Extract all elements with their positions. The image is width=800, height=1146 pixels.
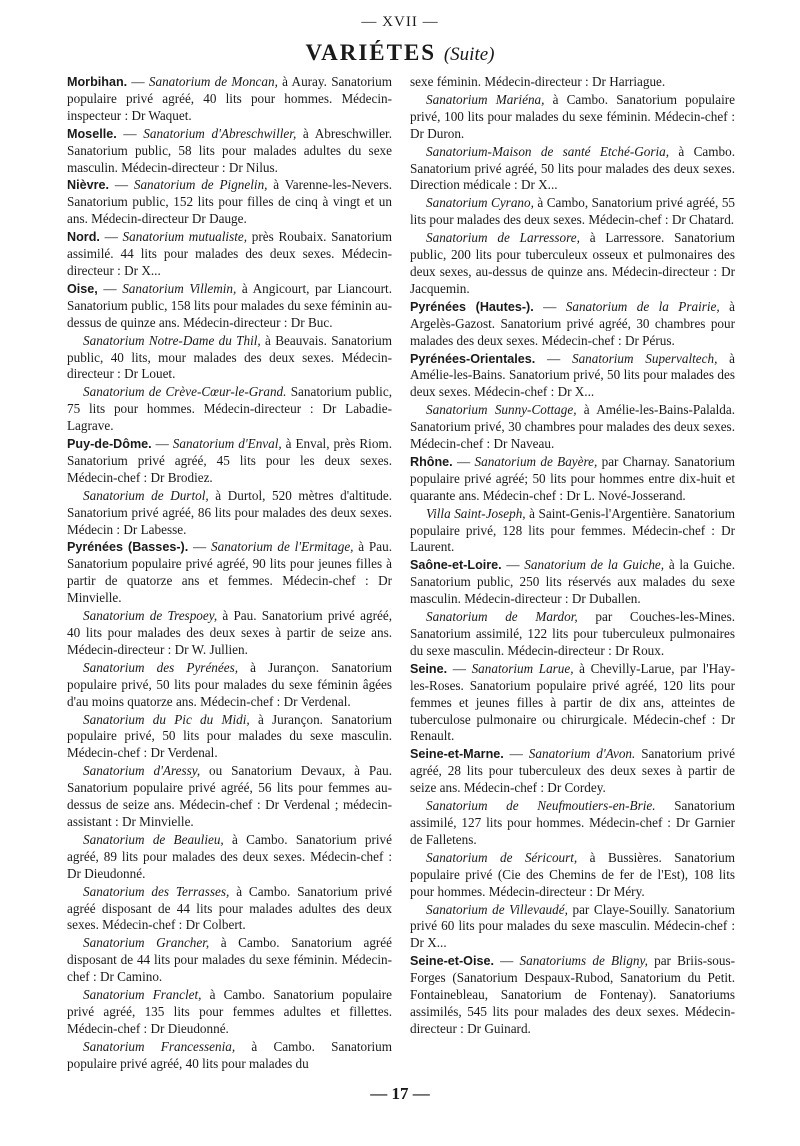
- entry-description: à Enval, près Riom. Sanatorium privé agréé, 45 lits pour les deux sexes. Médecin-chef : Dr Brodiez.: [67, 436, 392, 485]
- sanatorium-entry: [410, 195, 735, 229]
- sanatorium-name: Sanatoriums de Bligny,: [519, 953, 648, 969]
- entry-description: près Roubaix. Sanatorium assimilé. 44 lits pour malades des deux sexes. Médecin-directeur : Dr X...: [67, 229, 392, 278]
- right-column: [410, 74, 735, 1039]
- sanatorium-entry: [67, 384, 392, 435]
- entry-description: à Bussières. Sanatorium populaire privé (Cie des Chemins de fer de l'Est), 108 lits pour hommes. Médecin-directeur : Dr Méry.: [410, 849, 736, 899]
- entry-description: à Amélie-les-Bains-Palalda. Sanatorium privé, 30 chambres pour malades des deux sexes. Médecin-chef : Dr Naveau.: [410, 402, 735, 452]
- sanatorium-name: Sanatorium mutualiste,: [122, 229, 248, 245]
- department-name: Seine-et-Oise.: [410, 954, 494, 969]
- entry-description: à Argelès-Gazost. Sanatorium privé agréé, 30 chambres pour malades des deux sexes. Médecin-chef : Dr Pérus.: [410, 298, 735, 348]
- entry-description: Sanatorium assimilé, 127 lits pour hommes. Médecin-chef : Dr Garnier de Falletens.: [410, 798, 735, 847]
- entry-description: sexe féminin. Médecin-directeur : Dr Harriague.: [410, 74, 666, 89]
- sanatorium-entry: [410, 230, 735, 298]
- entry-description: à Cambo. Sanatorium privé agréé, 50 lits pour malades des deux sexes. Direction médicale : Dr X...: [410, 143, 736, 193]
- sanatorium-name: Sanatorium Supervaltech,: [571, 350, 718, 366]
- sanatorium-entry: [67, 987, 392, 1038]
- sanatorium-name: Sanatorium Notre-Dame du Thil,: [83, 332, 261, 348]
- sanatorium-entry: Seine-et-Marne. — Sanatorium d'Avon. Sanatorium privé agréé, 28 lits pour tuberculeux des deux sexes à partir de seize ans. Médecin-chef : Dr Cordey.: [410, 746, 736, 796]
- entry-description: à Cambo. Sanatorium privé agréé, 89 lits pour malades des deux sexes. Médecin-chef : Dr Dieudonné.: [67, 831, 392, 881]
- sanatorium-name: Sanatorium de Séricourt,: [426, 849, 578, 865]
- department-name: Seine.: [410, 661, 448, 676]
- entry-description: à Cambo. Sanatorium populaire privé, 100 lits pour malades du sexe féminin. Médecin-chef : Dr Duron.: [410, 91, 735, 141]
- entry-description: à Auray. Sanatorium populaire privé agréé, 40 lits pour hommes. Médecin-inspecteur : Dr Waquet.: [67, 74, 392, 123]
- sanatorium-entry: Pyrénées (Basses-). — Sanatorium de l'Ermitage, à Pau. Sanatorium populaire privé agréé, 90 lits pour jeunes filles à partir de quatorze ans et femmes. Médecin-chef : Dr Minvielle.: [67, 539, 392, 606]
- sanatorium-entry: [67, 763, 392, 831]
- sanatorium-entry: Oise, — Sanatorium Villemin, à Angicourt, par Liancourt. Sanatorium public, 158 lits pour malades du sexe féminin au-dessus de quinze ans. Médecin-directeur : Dr Buc.: [67, 280, 392, 330]
- sanatorium-name: Sanatorium d'Abreschwiller,: [143, 125, 297, 141]
- sanatorium-entry: [410, 74, 735, 91]
- entry-description: Sanatorium privé agréé, 28 lits pour tuberculeux des deux sexes à partir de seize ans. Médecin-chef : Dr Cordey.: [410, 746, 736, 796]
- sanatorium-name: Villa Saint-Joseph,: [426, 505, 526, 521]
- sanatorium-entry: [67, 884, 392, 935]
- sanatorium-entry: [67, 712, 392, 763]
- sanatorium-name: Sanatorium Cyrano,: [426, 195, 534, 211]
- sanatorium-entry: [67, 1039, 392, 1073]
- entry-description: à Cambo. Sanatorium populaire privé agréé, 135 lits pour femmes adultes et fillettes. Médecin-chef : Dr Dieudonné.: [67, 987, 392, 1036]
- department-name: Pyrénées (Hautes-).: [410, 299, 534, 314]
- entry-description: à Jurançon. Sanatorium populaire privé, 50 lits pour malades du sexe masculin. Médecin-chef : Dr Verdenal.: [67, 711, 393, 761]
- sanatorium-entry: Nièvre. — Sanatorium de Pignelin, à Varenne-les-Nevers. Sanatorium public, 152 lits pour filles de cinq à vingt et un ans. Médecin-directeur Dr Dauge.: [67, 177, 392, 227]
- entry-description: à Pau. Sanatorium populaire privé agréé, 90 lits pour jeunes filles à partir de quatorze ans et femmes. Médecin-chef : Dr Minvielle.: [67, 539, 392, 606]
- entry-description: à la Guiche. Sanatorium public, 250 lits réservés aux malades du sexe masculin. Médecin-directeur : Dr Duballen.: [410, 557, 735, 607]
- sanatorium-name: Sanatorium Franclet,: [83, 987, 202, 1003]
- department-name: Pyrénées (Basses-).: [67, 540, 189, 555]
- sanatorium-entry: [410, 92, 735, 143]
- entry-description: à Saint-Genis-l'Argentière. Sanatorium populaire privé, 128 lits pour femmes. Médecin-chef : Dr Laurent.: [410, 505, 735, 555]
- sanatorium-entry: Moselle. — Sanatorium d'Abreschwiller, à Abreschwiller. Sanatorium public, 58 lits pour malades adultes du sexe masculin. Médecin-directeur : Dr Nilus.: [67, 125, 393, 175]
- entry-description: à Cambo, Sanatorium privé agréé, 55 lits pour malades des deux sexes. Médecin-chef : Dr Chatard.: [410, 195, 736, 228]
- entry-description: à Jurançon. Sanatorium populaire privé, 50 lits pour malades du sexe féminin âgées d'au moins quatorze ans. Médecin-chef : Dr Verdenal.: [67, 659, 392, 709]
- entry-description: par Charnay. Sanatorium populaire privé agréé; 50 lits pour hommes entre dix-huit et quarante ans. Médecin-chef : Dr L. Nové-Josserand.: [410, 453, 735, 503]
- sanatorium-entry: Seine-et-Oise. — Sanatoriums de Bligny, par Briis-sous-Forges (Sanatorium Despaux-Rubod, Sanatorium du Petit. Fontainebleau, Sanatorium de Fontenay). Sanatoriums assimilés, 545 lits pour malades des deux sexes. Médecin-directeur : Dr Guinard.: [410, 953, 735, 1036]
- sanatorium-entry: [410, 850, 735, 901]
- sanatorium-entry: Seine. — Sanatorium Larue, à Chevilly-Larue, par l'Hay-les-Roses. Sanatorium populaire privé agréé, 120 lits pour femmes et jeunes filles à partir de dix ans, atteintes de tuberculose pulmonaire ou chirurgicale. Médecin-chef : Dr Renault.: [410, 660, 736, 744]
- sanatorium-name: Sanatorium Villemin,: [122, 280, 237, 296]
- sanatorium-entry: [67, 660, 392, 711]
- sanatorium-name: Sanatorium d'Avon.: [528, 746, 636, 762]
- page-header-roman-numeral: — XVII —: [361, 14, 439, 30]
- entry-description: à Cambo. Sanatorium agréé disposant de 44 lits pour malades du sexe féminin. Médecin-chef : Dr Camino.: [67, 935, 393, 985]
- sanatorium-name: Sanatorium des Pyrénées,: [83, 659, 239, 675]
- sanatorium-entry: Pyrénées (Hautes-). — Sanatorium de la Prairie, à Argelès-Gazost. Sanatorium privé agréé, 30 chambres pour malades des deux sexes. Médecin-chef : Dr Pérus.: [410, 298, 735, 348]
- entry-description: à Angicourt, par Liancourt. Sanatorium public, 158 lits pour malades du sexe féminin au-dessus de quinze ans. Médecin-directeur : Dr Buc.: [67, 280, 392, 330]
- sanatorium-name: Sanatorium Larue,: [471, 660, 574, 676]
- sanatorium-entry: Rhône. — Sanatorium de Bayère, par Charnay. Sanatorium populaire privé agréé; 50 lits pour hommes entre dix-huit et quarante ans. Médecin-chef : Dr L. Nové-Josserand.: [410, 453, 735, 503]
- sanatorium-name: Sanatorium d'Enval,: [172, 436, 282, 452]
- sanatorium-entry: Pyrénées-Orientales. — Sanatorium Supervaltech, à Amélie-les-Bains. Sanatorium privé, 50 lits pour malades des deux sexes. Médecin-chef : Dr X...: [410, 350, 736, 400]
- sanatorium-name: Sanatorium de Durtol,: [83, 487, 209, 503]
- entry-description: à Varenne-les-Nevers. Sanatorium public, 152 lits pour filles de cinq à vingt et un ans. Médecin-directeur Dr Dauge.: [67, 177, 392, 227]
- sanatorium-entry: [67, 935, 392, 986]
- sanatorium-entry: Puy-de-Dôme. — Sanatorium d'Enval, à Enval, près Riom. Sanatorium privé agréé, 45 lits pour les deux sexes. Médecin-chef : Dr Brodiez.: [67, 436, 392, 485]
- sanatorium-entry: [410, 902, 735, 953]
- sanatorium-entry: [67, 488, 392, 539]
- department-name: Seine-et-Marne.: [410, 747, 504, 762]
- sanatorium-name: Sanatorium de la Guiche,: [524, 557, 665, 573]
- entry-description: à Abreschwiller. Sanatorium public, 58 lits pour malades adultes du sexe masculin. Médecin-directeur : Dr Nilus.: [67, 125, 393, 175]
- sanatorium-name: Sanatorium de la Prairie,: [565, 298, 720, 314]
- department-name: Pyrénées-Orientales.: [410, 351, 536, 366]
- entry-description: à Chevilly-Larue, par l'Hay-les-Roses. Sanatorium populaire privé agréé, 120 lits pour femmes et jeunes filles à partir de dix ans, atteintes de tuberculose pulmonaire ou chirurgicale. Médecin-chef : Dr Renault.: [410, 660, 736, 744]
- sanatorium-name: Sanatorium des Terrasses,: [83, 883, 230, 899]
- sanatorium-name: Sanatorium d'Aressy,: [83, 763, 201, 779]
- sanatorium-name: Sanatorium de Pignelin,: [133, 177, 268, 193]
- entry-description: à Cambo. Sanatorium populaire privé agréé, 40 lits pour malades du: [67, 1038, 392, 1071]
- sanatorium-entry: Nord. — Sanatorium mutualiste, près Roubaix. Sanatorium assimilé. 44 lits pour malades des deux sexes. Médecin-directeur : Dr X...: [67, 229, 392, 278]
- entry-description: à Pau. Sanatorium privé agréé, 40 lits pour malades des deux sexes à partir de seize ans. Médecin-directeur : Dr W. Jullien.: [67, 608, 392, 657]
- entry-description: par Briis-sous-Forges (Sanatorium Despaux-Rubod, Sanatorium du Petit. Fontainebleau, Sanatorium de Fontenay). Sanatoriums assimilés, 545 lits pour malades des deux sexes. Médecin-directeur : Dr Guinard.: [410, 953, 735, 1036]
- entry-description: à Durtol, 520 mètres d'altitude. Sanatorium privé agréé, 86 lits pour malades des deux sexes. Médecin : Dr Labesse.: [67, 487, 392, 537]
- sanatorium-name: Sanatorium Mariéna,: [426, 91, 545, 107]
- sanatorium-name: Sanatorium de Bayère,: [474, 453, 598, 469]
- sanatorium-name: Sanatorium de Moncan,: [148, 74, 278, 89]
- sanatorium-entry: [67, 608, 392, 659]
- sanatorium-entry: [410, 144, 735, 195]
- page-number: — 17 —: [370, 1084, 430, 1103]
- page-title-suite: (Suite): [443, 44, 495, 65]
- entry-description: à Amélie-les-Bains. Sanatorium privé, 50 lits pour malades des deux sexes. Médecin-chef : Dr X...: [410, 350, 736, 400]
- department-name: Saône-et-Loire.: [410, 558, 502, 573]
- entry-description: Sanatorium public, 75 lits pour hommes. Médecin-directeur : Dr Labadie-Lagrave.: [67, 384, 392, 434]
- sanatorium-name: Sanatorium de Crève-Cœur-le-Grand.: [83, 384, 287, 400]
- sanatorium-name: Sanatorium Francessenia,: [83, 1038, 236, 1054]
- sanatorium-entry: [410, 609, 735, 660]
- sanatorium-name: Sanatorium de Villevaudé,: [426, 901, 568, 917]
- sanatorium-name: Sanatorium de Mardor,: [426, 609, 578, 625]
- sanatorium-name: Sanatorium Sunny-Cottage,: [426, 402, 577, 418]
- sanatorium-entry: Morbihan. — Sanatorium de Moncan, à Auray. Sanatorium populaire privé agréé, 40 lits pour hommes. Médecin-inspecteur : Dr Waquet.: [67, 74, 392, 123]
- entry-description: ou Sanatorium Devaux, à Pau. Sanatorium populaire privé agréé, 56 lits pour femmes au-dessus de seize ans. Médecin-chef : Dr Verdenal ; médecin-assistant : Dr Minvielle.: [67, 763, 392, 829]
- sanatorium-name: Sanatorium de Larressore,: [426, 230, 580, 246]
- sanatorium-name: Sanatorium-Maison de santé Etché-Goria,: [426, 143, 670, 159]
- sanatorium-entry: [410, 506, 735, 557]
- sanatorium-entry: Saône-et-Loire. — Sanatorium de la Guiche, à la Guiche. Sanatorium public, 250 lits réservés aux malades du sexe masculin. Médecin-directeur : Dr Duballen.: [410, 557, 735, 607]
- page-title-main: VARIÉTES: [305, 40, 437, 65]
- entry-description: à Larressore. Sanatorium public, 200 lits pour tuberculeux osseux et pulmonaires des deux sexes, au-dessus de quinze ans. Médecin-directeur : Dr Jacquemin.: [410, 230, 735, 296]
- sanatorium-entry: [410, 798, 735, 849]
- sanatorium-name: Sanatorium de Trespoey,: [83, 608, 218, 624]
- sanatorium-entry: [67, 832, 392, 883]
- entry-description: par Claye-Souilly. Sanatorium privé 60 lits pour malades du sexe masculin. Médecin-chef : Dr X...: [410, 901, 735, 951]
- left-column: [67, 74, 392, 1074]
- sanatorium-name: Sanatorium de l'Ermitage,: [211, 539, 354, 555]
- sanatorium-name: Sanatorium Grancher,: [83, 935, 210, 951]
- department-name: Nord.: [67, 230, 100, 245]
- department-name: Nièvre.: [67, 178, 110, 193]
- sanatorium-name: Sanatorium de Beaulieu,: [83, 831, 224, 847]
- department-name: Puy-de-Dôme.: [67, 437, 152, 452]
- sanatorium-name: Sanatorium du Pic du Midi,: [83, 711, 250, 727]
- sanatorium-name: Sanatorium de Neufmoutiers-en-Brie.: [426, 798, 656, 814]
- sanatorium-entry: [67, 333, 392, 384]
- department-name: Moselle.: [67, 126, 117, 141]
- department-name: Oise,: [67, 281, 98, 296]
- page-title: [0, 40, 800, 66]
- department-name: Morbihan.: [67, 75, 128, 89]
- entry-description: par Couches-les-Mines. Sanatorium assimilé, 122 lits pour tuberculeux pulmonaires du sexe masculin. Médecin-directeur : Dr Roux.: [410, 609, 736, 658]
- department-name: Rhône.: [410, 454, 453, 469]
- entry-description: à Beauvais. Sanatorium public, 40 lits, mour malades des deux sexes. Médecin-directeur : Dr Louet.: [67, 332, 392, 382]
- entry-description: à Cambo. Sanatorium privé agréé disposant de 44 lits pour malades adultes des deux sexes. Médecin-chef : Dr Colbert.: [67, 883, 392, 933]
- sanatorium-entry: [410, 402, 735, 453]
